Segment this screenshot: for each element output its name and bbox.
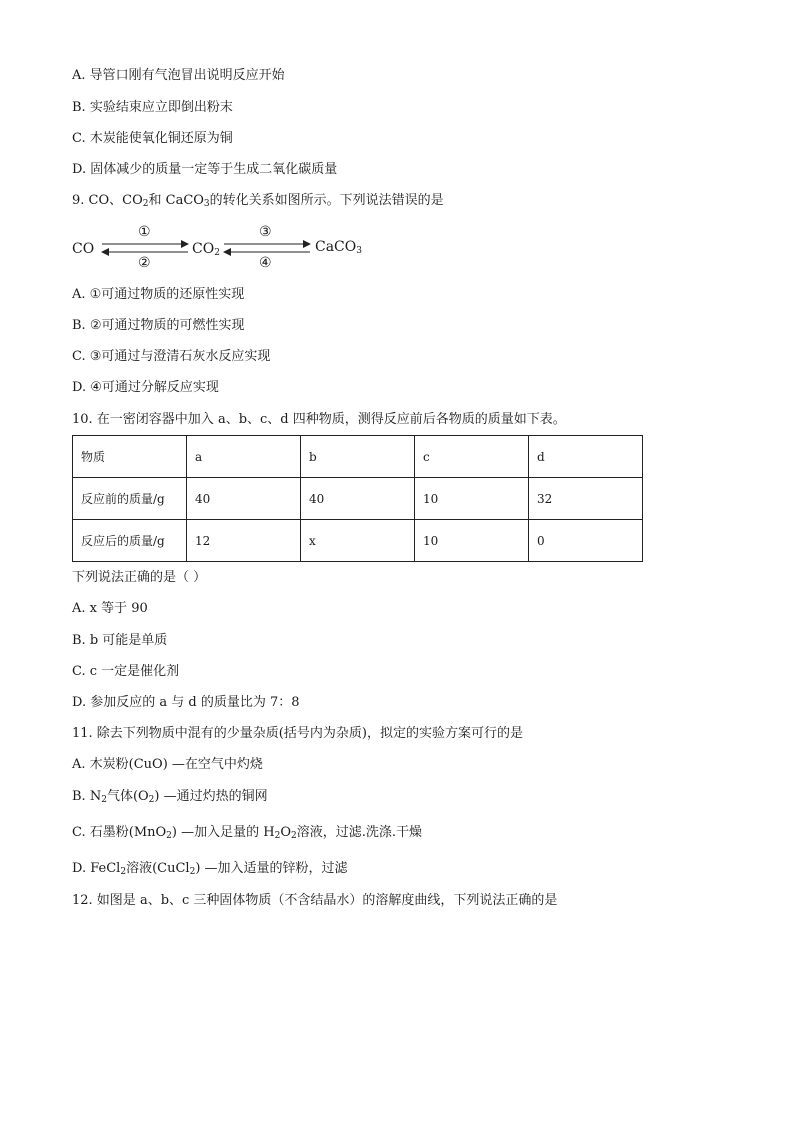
q11-option-a: A. 木炭粉(CuO) —在空气中灼烧 <box>72 757 263 772</box>
mass-table <box>72 435 643 562</box>
q9-option-a: A. ①可通过物质的还原性实现 <box>72 287 245 302</box>
table-cell: c <box>415 436 529 478</box>
table-cell: 32 <box>529 478 643 520</box>
q10-stem: 10. 在一密闭容器中加入 a、b、c、d 四种物质，测得反应前后各物质的质量如下表。 <box>72 412 566 427</box>
co2-label: $CO_2$ <box>192 241 220 258</box>
table-cell: 0 <box>529 520 643 562</box>
caco3-label: CaCO$_3$ <box>315 239 362 256</box>
q9-option-c: C. ③可通过与澄清石灰水反应实现 <box>72 349 271 364</box>
table-cell: 10 <box>415 478 529 520</box>
q10-question: 下列说法正确的是（ ） <box>72 570 207 585</box>
table-cell: 40 <box>187 478 301 520</box>
q9-option-b: B. ②可通过物质的可燃性实现 <box>72 318 245 333</box>
q10-option-c: C. c 一定是催化剂 <box>72 664 180 679</box>
q11-option-b: B. $N_2$气体$(O_2)$ —通过灼热的铜网 <box>72 789 268 805</box>
table-cell: a <box>187 436 301 478</box>
label-3: ③ <box>259 224 272 240</box>
q12-stem: 12. 如图是 a、b、c 三种固体物质（不含结晶水）的溶解度曲线，下列说法正确的是 <box>72 893 558 908</box>
q8-option-c: C. 木炭能使氧化铜还原为铜 <box>72 131 233 146</box>
q8-option-b: B. 实验结束应立即倒出粉末 <box>72 100 233 115</box>
table-row <box>73 436 643 478</box>
q8-option-d: D. 固体减少的质量一定等于生成二氧化碳质量 <box>72 162 338 177</box>
q11-option-d: D. FeCl$_2$溶液(CuCl$_2$) —加入适量的锌粉，过滤 <box>72 861 348 877</box>
table-cell: 反应后的质量/g <box>73 520 187 562</box>
co-label: CO <box>72 241 95 257</box>
q10-option-d: D. 参加反应的 a 与 d 的质量比为 7：8 <box>72 695 300 710</box>
q10-option-a: A. x 等于 90 <box>72 601 148 616</box>
q11-option-c: C. 石墨粉(MnO$_2$) —加入足量的 $H_2O_2$溶液，过滤.洗涤.干燥 <box>72 825 422 841</box>
q10-option-b: B. b 可能是单质 <box>72 633 168 648</box>
table-cell: 40 <box>301 478 415 520</box>
label-1: ① <box>138 224 151 240</box>
table-cell: b <box>301 436 415 478</box>
table-row <box>73 520 643 562</box>
table-cell: 反应前的质量/g <box>73 478 187 520</box>
conversion-diagram <box>72 224 372 274</box>
q8-option-a: A. 导管口刚有气泡冒出说明反应开始 <box>72 68 285 83</box>
label-4: ④ <box>259 255 272 271</box>
table-cell: x <box>301 520 415 562</box>
q9-stem: 9. CO、$CO_2$和 CaCO$_3$的转化关系如图所示。下列说法错误的是 <box>72 193 444 209</box>
table-cell: 10 <box>415 520 529 562</box>
table-cell: 12 <box>187 520 301 562</box>
table-cell: 物质 <box>73 436 187 478</box>
label-2: ② <box>138 255 151 271</box>
table-row <box>73 478 643 520</box>
table-cell: d <box>529 436 643 478</box>
q9-option-d: D. ④可通过分解反应实现 <box>72 380 219 395</box>
q11-stem: 11. 除去下列物质中混有的少量杂质(括号内为杂质)，拟定的实验方案可行的是 <box>72 726 523 741</box>
